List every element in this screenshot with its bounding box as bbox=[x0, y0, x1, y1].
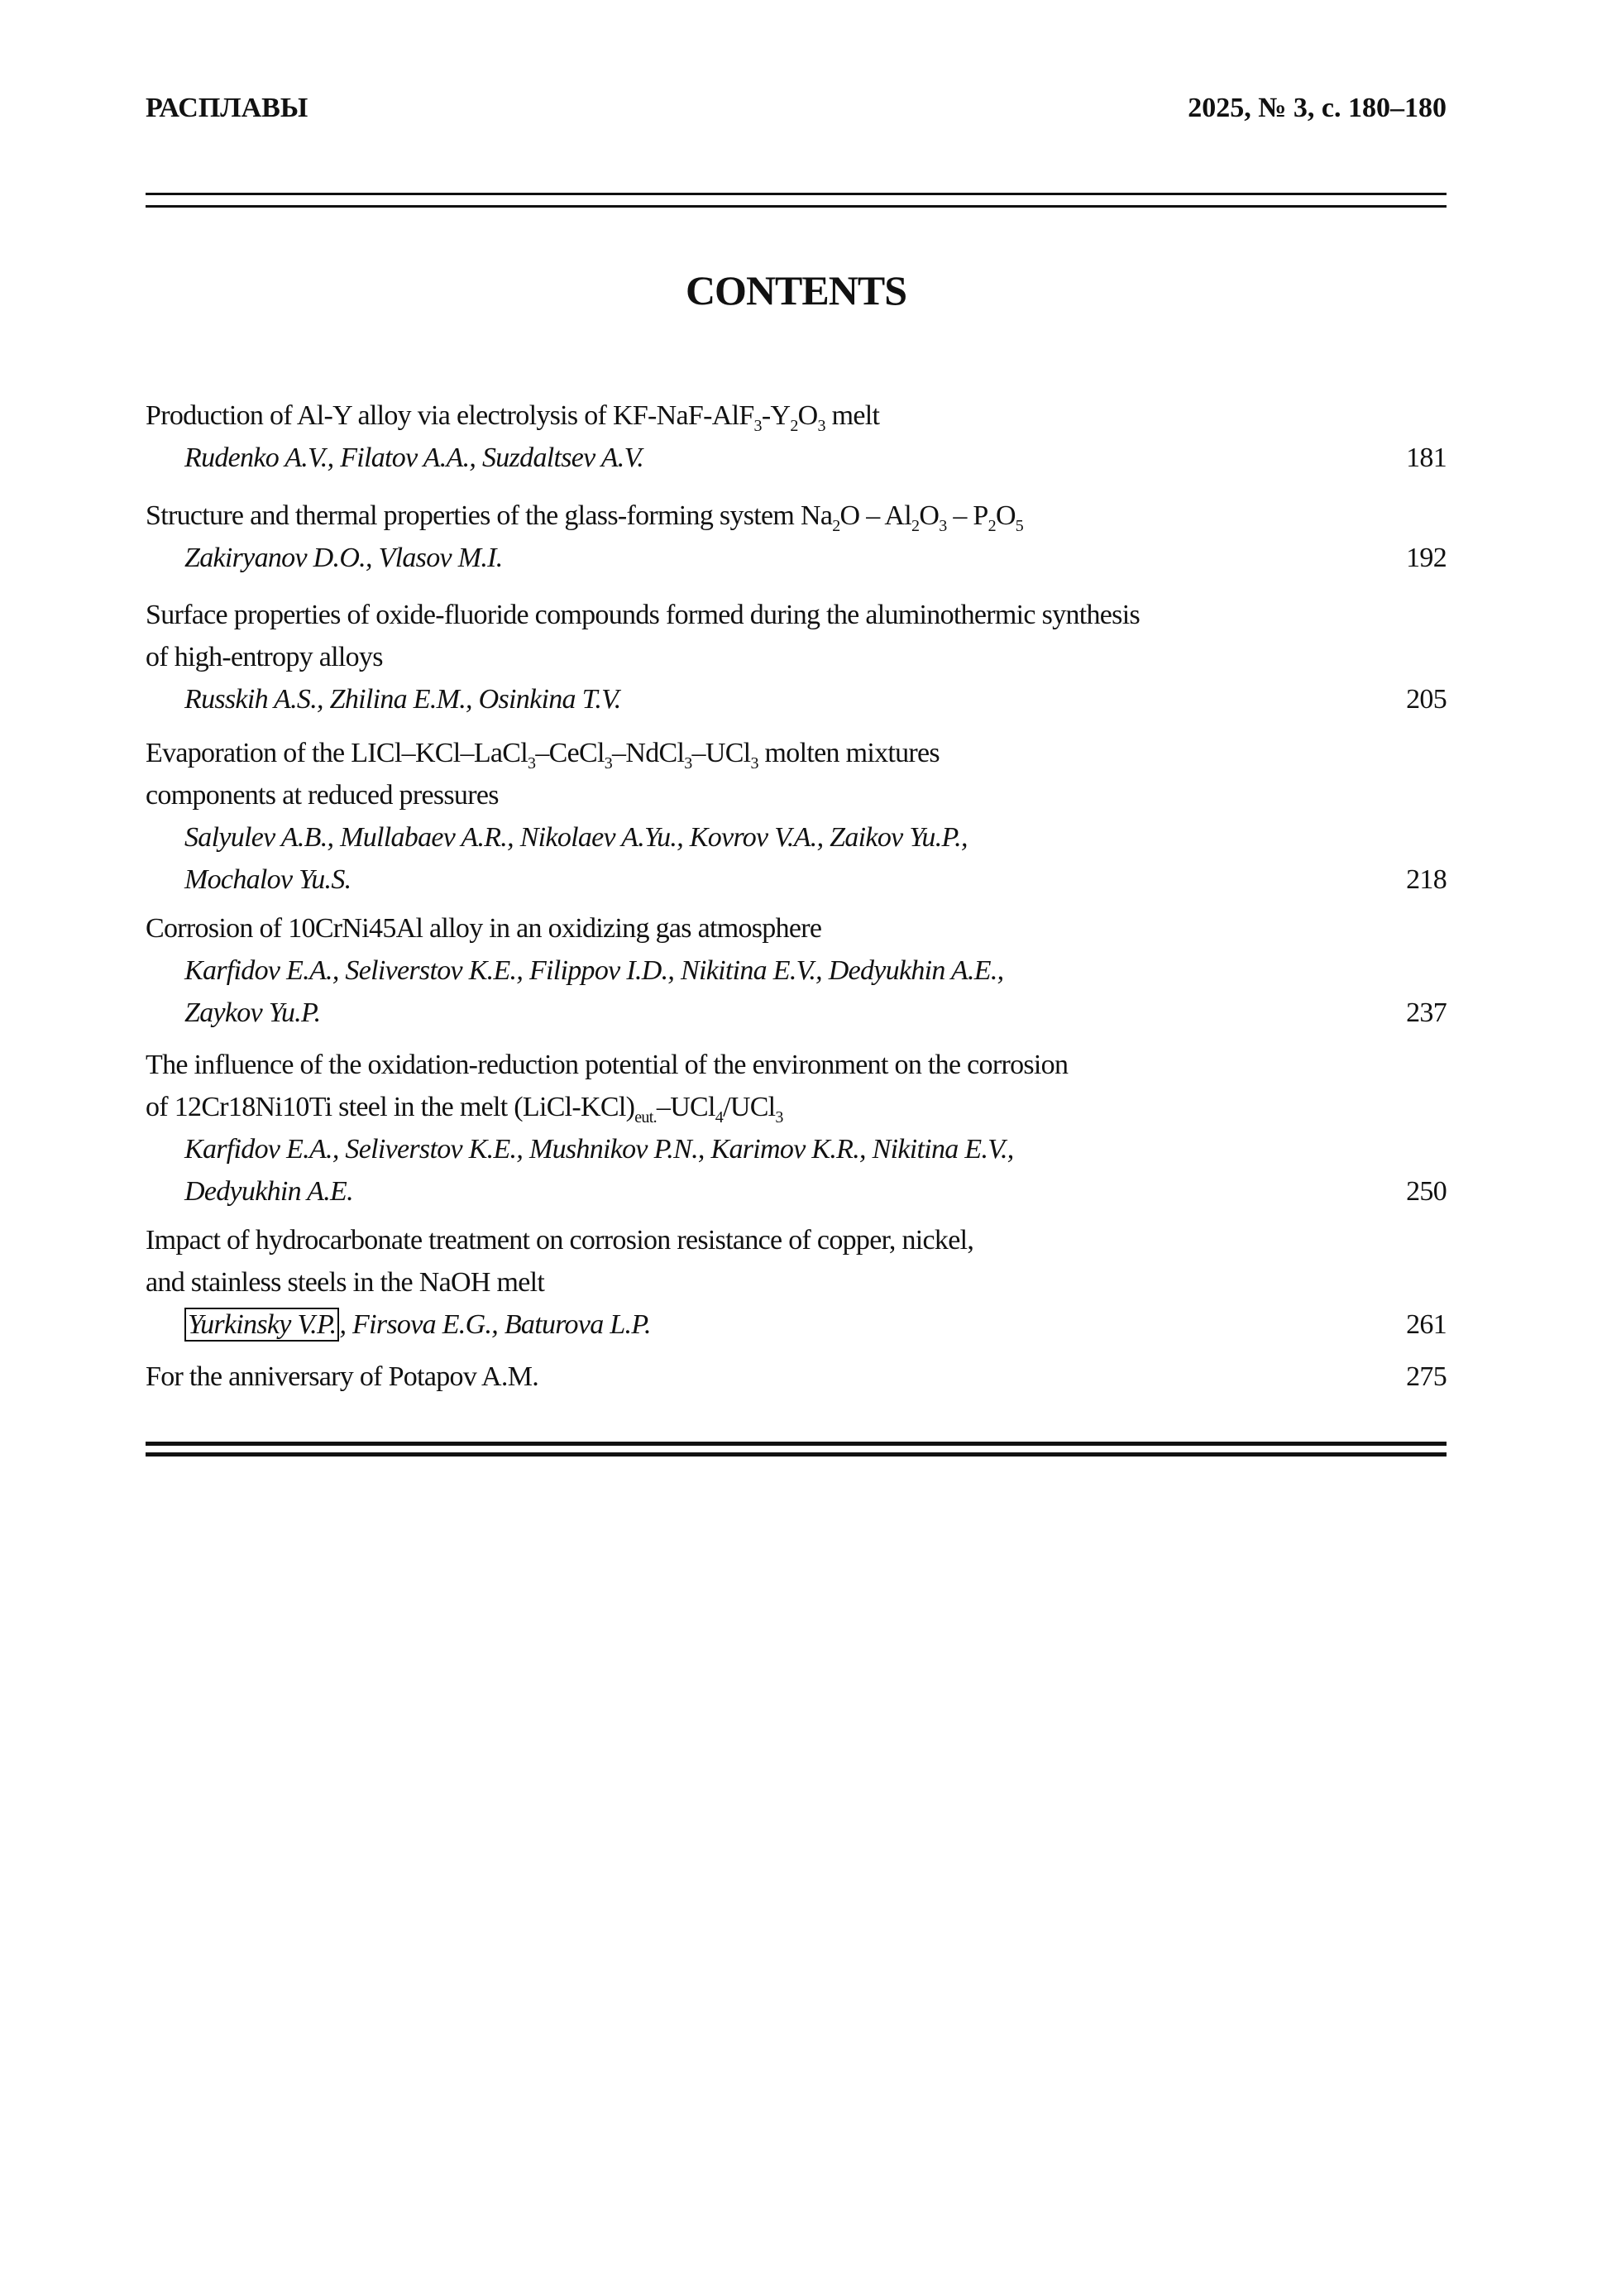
subscript: 4 bbox=[715, 1108, 724, 1126]
text-segment: For the anniversary of Potapov A.M. bbox=[146, 1361, 539, 1392]
subscript: 3 bbox=[528, 754, 536, 773]
page-number: 218 bbox=[1406, 864, 1447, 895]
toc-entry[interactable] bbox=[146, 1356, 1447, 1398]
text-segment: – P bbox=[946, 500, 988, 531]
subscript: 2 bbox=[790, 417, 798, 435]
subscript: 3 bbox=[604, 754, 613, 773]
text-segment: and stainless steels in the NaOH melt bbox=[146, 1267, 545, 1298]
text-segment: melt bbox=[825, 400, 880, 431]
text-segment: /UCl bbox=[723, 1092, 776, 1122]
page-number: 261 bbox=[1406, 1309, 1447, 1340]
entry-title-line bbox=[146, 732, 1447, 774]
subscript: 3 bbox=[684, 754, 692, 773]
subscript: 2 bbox=[832, 517, 840, 535]
page-number: 205 bbox=[1406, 684, 1447, 715]
text-segment: Mochalov Yu.S. bbox=[184, 864, 351, 895]
entry-authors-line bbox=[146, 949, 1447, 992]
subscript: 2 bbox=[911, 517, 920, 535]
page-number: 192 bbox=[1406, 543, 1447, 573]
text-segment: , Firsova E.G., Baturova L.P. bbox=[339, 1309, 651, 1340]
entry-title-line bbox=[146, 907, 1447, 949]
text-segment: Impact of hydrocarbonate treatment on corrosion resistance of copper, nickel, bbox=[146, 1225, 974, 1256]
entry-authors-line bbox=[146, 816, 1447, 859]
header-rule-bottom bbox=[146, 205, 1447, 208]
footer-rule-top bbox=[146, 1442, 1447, 1446]
entry-authors-line bbox=[146, 992, 1447, 1034]
toc-entry[interactable] bbox=[146, 495, 1447, 579]
entry-authors-line bbox=[146, 1128, 1447, 1170]
text-segment: –NdCl bbox=[612, 738, 685, 768]
toc-entry[interactable] bbox=[146, 1044, 1447, 1213]
entry-authors-line bbox=[146, 1303, 1447, 1346]
subscript: 3 bbox=[775, 1108, 783, 1126]
text-segment: Surface properties of oxide-fluoride compounds formed during the aluminothermic synthesis bbox=[146, 600, 1140, 630]
text-segment: The influence of the oxidation-reduction potential of the environment on the corrosion bbox=[146, 1050, 1069, 1080]
entry-title-line bbox=[146, 495, 1447, 537]
toc-entry[interactable] bbox=[146, 594, 1447, 720]
subscript: 3 bbox=[753, 417, 762, 435]
entry-title-line bbox=[146, 774, 1447, 816]
entry-title-line bbox=[146, 1356, 1447, 1398]
toc-entry[interactable] bbox=[146, 395, 1447, 479]
toc-entry[interactable] bbox=[146, 907, 1447, 1034]
footer-rule-bottom bbox=[146, 1452, 1447, 1457]
text-segment: Russkih A.S., Zhilina E.M., Osinkina T.V. bbox=[184, 684, 621, 715]
text-segment: of 12Cr18Ni10Ti steel in the melt (LiCl-KCl) bbox=[146, 1092, 635, 1122]
text-segment: O bbox=[919, 500, 940, 531]
subscript: 3 bbox=[817, 417, 825, 435]
text-segment: O bbox=[797, 400, 818, 431]
entry-title-line bbox=[146, 1219, 1447, 1261]
text-segment: Rudenko A.V., Filatov A.A., Suzdaltsev A.V. bbox=[184, 442, 644, 473]
toc-entry[interactable] bbox=[146, 1219, 1447, 1346]
text-segment: –CeCl bbox=[535, 738, 605, 768]
subscript: 2 bbox=[988, 517, 996, 535]
entry-authors-line bbox=[146, 537, 1447, 579]
text-segment: components at reduced pressures bbox=[146, 780, 499, 811]
page-title: CONTENTS bbox=[685, 267, 907, 313]
entry-authors-line bbox=[146, 437, 1447, 479]
text-segment: Karfidov E.A., Seliverstov K.E., Mushnikov P.N., Karimov K.R., Nikitina E.V., bbox=[184, 1134, 1014, 1165]
text-segment: molten mixtures bbox=[758, 738, 940, 768]
entry-title-line bbox=[146, 1044, 1447, 1086]
journal-name: РАСПЛАВЫ bbox=[146, 93, 308, 123]
entry-title-line bbox=[146, 636, 1447, 678]
text-segment: of high-entropy alloys bbox=[146, 642, 383, 672]
page-number: 275 bbox=[1406, 1361, 1447, 1392]
text-segment: Structure and thermal properties of the glass-forming system Na bbox=[146, 500, 833, 531]
text-segment: –UCl bbox=[691, 738, 751, 768]
subscript: eut. bbox=[634, 1108, 657, 1126]
entry-title-line bbox=[146, 395, 1447, 437]
header-rule-top bbox=[146, 193, 1447, 195]
page-number: 250 bbox=[1406, 1176, 1447, 1207]
text-segment: –UCl bbox=[656, 1092, 715, 1122]
issue-info: 2025, № 3, с. 180–180 bbox=[1188, 93, 1447, 123]
text-segment: Dedyukhin A.E. bbox=[184, 1176, 353, 1207]
text-segment: Evaporation of the LICl–KCl–LaCl bbox=[146, 738, 528, 768]
text-segment: Zakiryanov D.O., Vlasov M.I. bbox=[184, 543, 503, 573]
text-segment: Yurkinsky V.P. bbox=[184, 1308, 339, 1342]
subscript: 3 bbox=[939, 517, 947, 535]
page-number: 181 bbox=[1406, 442, 1447, 473]
text-segment: O – Al bbox=[839, 500, 912, 531]
page-number: 237 bbox=[1406, 997, 1447, 1028]
entry-title-line bbox=[146, 1086, 1447, 1128]
text-segment: Corrosion of 10CrNi45Al alloy in an oxidizing gas atmosphere bbox=[146, 913, 822, 944]
entry-authors-line bbox=[146, 678, 1447, 720]
entry-title-line bbox=[146, 594, 1447, 636]
entry-authors-line bbox=[146, 859, 1447, 901]
text-segment: -Y bbox=[761, 400, 791, 431]
entry-authors-line bbox=[146, 1170, 1447, 1213]
subscript: 3 bbox=[750, 754, 758, 773]
entry-title-line bbox=[146, 1261, 1447, 1303]
toc-entry[interactable] bbox=[146, 732, 1447, 901]
text-segment: Salyulev A.B., Mullabaev A.R., Nikolaev A.Yu., Kovrov V.A., Zaikov Yu.P., bbox=[184, 822, 968, 853]
subscript: 5 bbox=[1015, 517, 1024, 535]
text-segment: Zaykov Yu.P. bbox=[184, 997, 321, 1028]
text-segment: O bbox=[995, 500, 1016, 531]
text-segment: Production of Al-Y alloy via electrolysis of KF-NaF-AlF bbox=[146, 400, 754, 431]
text-segment: Karfidov E.A., Seliverstov K.E., Filippov I.D., Nikitina E.V., Dedyukhin A.E., bbox=[184, 955, 1004, 986]
